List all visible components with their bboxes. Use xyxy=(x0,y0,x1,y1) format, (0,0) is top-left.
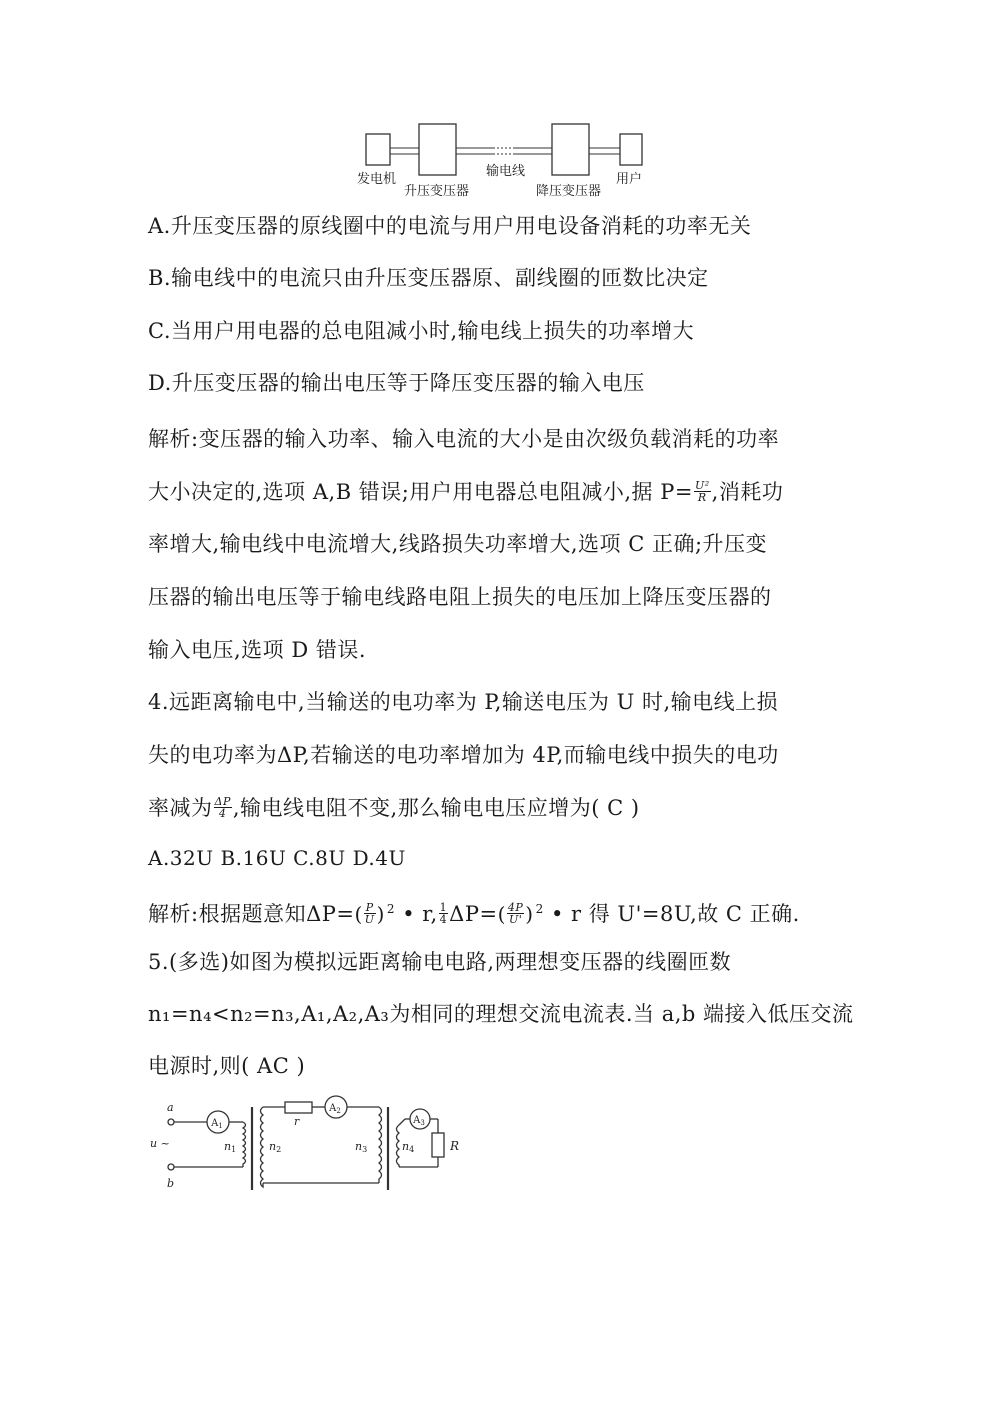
label-generator: 发电机 xyxy=(357,172,397,187)
label-step-up: 升压变压器 xyxy=(404,184,470,199)
resistor-load xyxy=(432,1133,444,1157)
terminal-a xyxy=(168,1119,174,1125)
q4-options: A.32U B.16U C.8U D.4U xyxy=(148,846,406,870)
q4-analysis: 解析:根据题意知ΔP=( $\frac{P}{U}$ ) $^2$ • r, $\frac{1}{4}$ ΔP=( $\frac{4P}{U'}$ ) $^2$ • r 得 U'=8U,故 C 正确. xyxy=(148,901,800,926)
exponent: 2 xyxy=(386,902,396,916)
exponent: 2 xyxy=(535,902,544,916)
fraction-p-over-u: $\frac{P}{U}$ xyxy=(364,901,375,926)
label-a3: $A_3$ xyxy=(413,1115,425,1127)
label-source: u ~ xyxy=(150,1137,170,1150)
label-a2: $A_2$ xyxy=(329,1103,341,1115)
label-terminal-a: a xyxy=(167,1101,174,1114)
q3-analysis-line-1: 解析:变压器的输入功率、输入电流的大小是由次级负载消耗的功率 xyxy=(148,427,780,451)
label-user: 用户 xyxy=(616,172,643,187)
label-a1: $A_1$ xyxy=(211,1118,223,1130)
label-R: R xyxy=(450,1139,460,1153)
q4-analysis-part-3: ΔP= xyxy=(449,902,498,926)
transmission-circuit-diagram xyxy=(145,1095,475,1200)
fraction-dp-over-4: $\frac{\Delta P}{4}$ xyxy=(214,795,231,820)
q3-analysis-line-3: 率增大,输电线中电流增大,线路损失功率增大,选项 C 正确;升压变 xyxy=(148,532,768,556)
fraction-4p-over-u-prime: $\frac{4P}{U'}$ xyxy=(507,901,524,926)
q4-stem-line-1: 4.远距离输电中,当输送的电功率为 P,输送电压为 U 时,输电线上损 xyxy=(148,690,779,714)
terminal-b xyxy=(168,1164,174,1170)
coil-n3 xyxy=(379,1107,382,1183)
q3-analysis-line-4: 压器的输出电压等于输电线路电阻上损失的电压加上降压变压器的 xyxy=(148,585,772,609)
label-n2: n2 xyxy=(269,1140,282,1154)
label-line: 输电线 xyxy=(486,164,526,179)
q4-stem-line-3-a: 率减为 xyxy=(148,796,213,820)
coil-n4 xyxy=(397,1125,400,1167)
q3-option-c: C.当用户用电器的总电阻减小时,输电线上损失的功率增大 xyxy=(148,319,695,343)
user-box xyxy=(620,134,642,165)
q5-stem-line-3: 电源时,则( AC ) xyxy=(148,1054,306,1078)
coil-n2 xyxy=(261,1107,264,1187)
q3-analysis-line-2 xyxy=(148,478,868,506)
q4-stem-line-3 xyxy=(148,794,868,822)
q5-stem-line-1: 5.(多选)如图为模拟远距离输电电路,两理想变压器的线圈匝数 xyxy=(148,950,732,974)
q4-stem-line-3-b: ,输电线电阻不变,那么输电电压应增为( C ) xyxy=(232,796,640,820)
coil-n1 xyxy=(243,1122,246,1167)
fraction-u2-over-r: $\frac{\text{U²}}{R}$ xyxy=(694,479,710,504)
q3-analysis-line-5: 输入电压,选项 D 错误. xyxy=(148,638,367,662)
q4-analysis-part-1: 解析:根据题意知ΔP= xyxy=(148,902,355,926)
q4-stem-line-2: 失的电功率为ΔP,若输送的电功率增加为 4P,而输电线中损失的电功 xyxy=(148,743,779,767)
label-n3: n3 xyxy=(355,1140,368,1154)
label-step-down: 降压变压器 xyxy=(536,184,602,199)
q3-option-d: D.升压变压器的输出电压等于降压变压器的输入电压 xyxy=(148,371,645,395)
step-down-box xyxy=(552,124,589,175)
q3-analysis-line-2-b: ,消耗功 xyxy=(711,480,784,504)
step-up-box xyxy=(419,124,456,175)
label-terminal-b: b xyxy=(167,1177,175,1190)
label-n1: n1 xyxy=(224,1140,237,1154)
label-n4: n4 xyxy=(402,1140,415,1154)
generator-box xyxy=(366,134,390,165)
q3-analysis-line-2-a: 大小决定的,选项 A,B 错误;用户用电器总电阻减小,据 P= xyxy=(148,480,693,504)
q3-option-a: A.升压变压器的原线圈中的电流与用户用电设备消耗的功率无关 xyxy=(148,214,752,238)
label-r: r xyxy=(294,1115,300,1128)
q4-analysis-part-2: • r, xyxy=(402,902,438,926)
q3-option-b: B.输电线中的电流只由升压变压器原、副线圈的匝数比决定 xyxy=(148,266,709,290)
q4-analysis-part-4: • r 得 U'=8U,故 C 正确. xyxy=(550,902,800,926)
q5-stem-line-2: n₁=n₄<n₂=n₃,A₁,A₂,A₃为相同的理想交流电流表.当 a,b 端接入低压交流 xyxy=(148,1002,854,1026)
resistor-r xyxy=(285,1102,312,1113)
fraction-one-quarter: $\frac{1}{4}$ xyxy=(439,901,448,926)
